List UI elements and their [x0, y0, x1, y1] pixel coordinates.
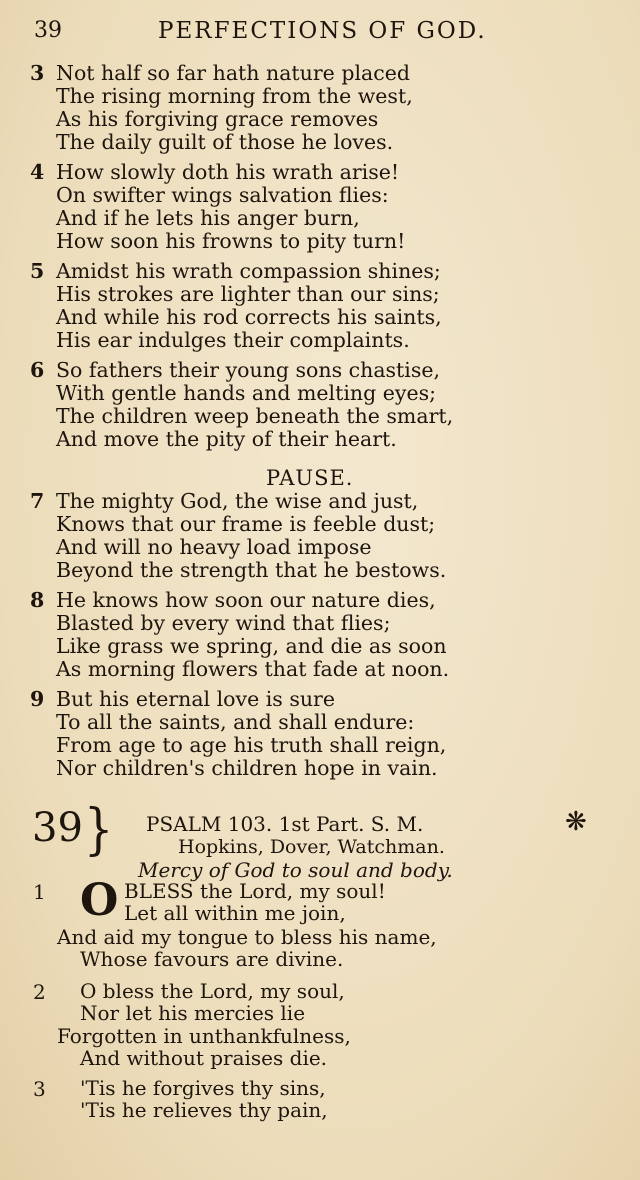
stanza-line: His strokes are lighter than our sins; [56, 282, 440, 306]
stanza-number: 7 [30, 489, 45, 513]
stanza-number: 9 [30, 687, 45, 711]
stanza-line: Blasted by every wind that flies; [56, 611, 391, 635]
verse-line: 'Tis he relieves thy pain, [80, 1098, 328, 1122]
hymn-number: 39 [32, 805, 83, 851]
stanza-line: On swifter wings salvation flies: [56, 183, 389, 207]
stanza-line: The mighty God, the wise and just, [56, 489, 419, 513]
stanza-number: 3 [30, 61, 45, 85]
verse-line: 'Tis he forgives thy sins, [80, 1076, 326, 1100]
stanza-line: And move the pity of their heart. [56, 427, 397, 451]
stanza-line: As morning flowers that fade at noon. [56, 657, 450, 681]
verse-line: O bless the Lord, my soul, [80, 979, 345, 1003]
stanza-line: As his forgiving grace removes [56, 107, 379, 131]
stanza-line: And if he lets his anger burn, [56, 206, 360, 230]
stanza-line: Amidst his wrath compassion shines; [56, 259, 441, 283]
verse-line: Forgotten in unthankfulness, [57, 1024, 351, 1048]
verse-line: Nor let his mercies lie [80, 1001, 306, 1025]
stanza-line: And while his rod corrects his saints, [56, 305, 442, 329]
verse-number: 2 [33, 980, 46, 1004]
stanza-number: 6 [30, 358, 45, 382]
page-number: 39 [34, 18, 62, 43]
stanza-line: Knows that our frame is feeble dust; [56, 512, 436, 536]
stanza-line: How soon his frowns to pity turn! [56, 229, 406, 253]
verse-line: Whose favours are divine. [80, 947, 344, 971]
stanza-line: To all the saints, and shall endure: [56, 710, 415, 734]
psalm-subtitle: Mercy of God to soul and body. [138, 858, 453, 882]
psalm-title: PSALM 103. 1st Part. S. M. [146, 812, 424, 836]
stanza-line: Not half so far hath nature placed [56, 61, 410, 85]
hymn-brace: } [84, 796, 114, 862]
stanza-number: 8 [30, 588, 45, 612]
stanza-line: Nor children's children hope in vain. [56, 756, 438, 780]
ornament-icon: ❋ [565, 807, 587, 837]
stanza-line: But his eternal love is sure [56, 687, 335, 711]
stanza-line: He knows how soon our nature dies, [56, 588, 436, 612]
verse-number: 3 [33, 1077, 46, 1101]
stanza-line: Beyond the strength that he bestows. [56, 558, 447, 582]
stanza-line: With gentle hands and melting eyes; [56, 381, 437, 405]
verse-number: 1 [33, 880, 46, 904]
stanza-line: The children weep beneath the smart, [56, 404, 454, 428]
stanza-line: And will no heavy load impose [56, 535, 372, 559]
page-header [34, 18, 606, 48]
drop-cap: O [80, 875, 119, 926]
stanza-line: From age to age his truth shall reign, [56, 733, 447, 757]
stanza-line: His ear indulges their complaints. [56, 328, 410, 352]
stanza-line: The rising morning from the west, [56, 84, 413, 108]
verse-line: And aid my tongue to bless his name, [57, 925, 437, 949]
verse-line: BLESS the Lord, my soul! [124, 879, 386, 903]
stanza-number: 4 [30, 160, 45, 184]
stanza-line: How slowly doth his wrath arise! [56, 160, 400, 184]
tune-names: Hopkins, Dover, Watchman. [178, 836, 445, 858]
stanza-number: 5 [30, 259, 45, 283]
stanza-line: So fathers their young sons chastise, [56, 358, 441, 382]
pause-heading: PAUSE. [266, 466, 354, 490]
running-title: PERFECTIONS OF GOD. [158, 18, 487, 44]
stanza-line: Like grass we spring, and die as soon [56, 634, 447, 658]
verse-line: And without praises die. [80, 1046, 328, 1070]
verse-line: Let all within me join, [124, 901, 346, 925]
stanza-line: The daily guilt of those he loves. [56, 130, 394, 154]
